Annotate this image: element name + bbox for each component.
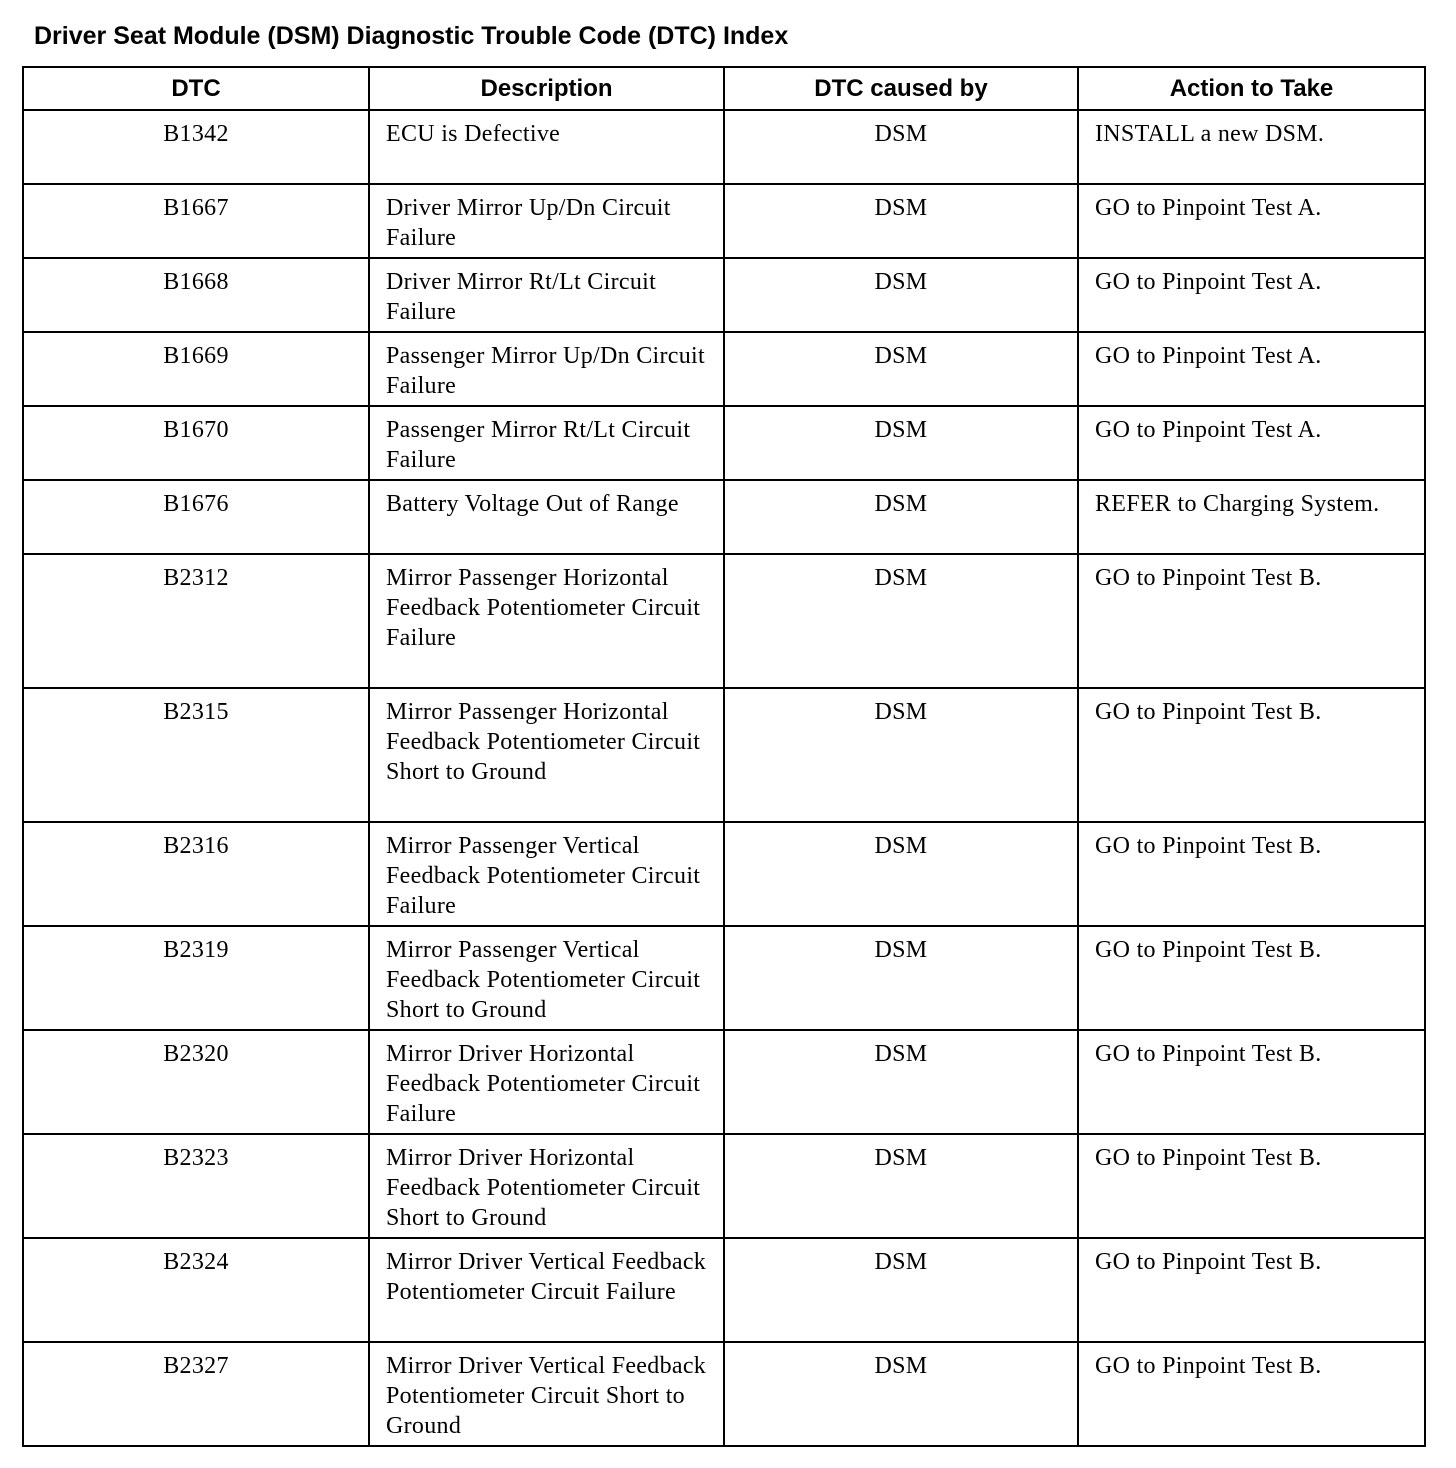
dtc-caused-by: DSM [724, 822, 1078, 926]
dtc-description: Driver Mirror Rt/Lt Circuit Failure [369, 258, 724, 332]
table-row [23, 822, 1425, 926]
dtc-code: B2319 [23, 926, 369, 1030]
dtc-caused-by: DSM [724, 110, 1078, 184]
dtc-action: GO to Pinpoint Test B. [1078, 1030, 1425, 1134]
dtc-code: B2315 [23, 688, 369, 822]
dtc-code: B1668 [23, 258, 369, 332]
dtc-action: REFER to Charging System. [1078, 480, 1425, 554]
dtc-caused-by: DSM [724, 184, 1078, 258]
table-row [23, 110, 1425, 184]
table-row [23, 1134, 1425, 1238]
dtc-description: Passenger Mirror Rt/Lt Circuit Failure [369, 406, 724, 480]
dtc-action: GO to Pinpoint Test A. [1078, 332, 1425, 406]
header-caused-by: DTC caused by [724, 67, 1078, 110]
dtc-code: B1669 [23, 332, 369, 406]
table-row [23, 926, 1425, 1030]
dtc-caused-by: DSM [724, 406, 1078, 480]
table-row [23, 688, 1425, 822]
dtc-action: INSTALL a new DSM. [1078, 110, 1425, 184]
table-row [23, 406, 1425, 480]
dtc-description: Mirror Driver Horizontal Feedback Potentiometer Circuit Short to Ground [369, 1134, 724, 1238]
dtc-code: B2320 [23, 1030, 369, 1134]
dtc-description: Mirror Passenger Vertical Feedback Potentiometer Circuit Short to Ground [369, 926, 724, 1030]
dtc-code: B1670 [23, 406, 369, 480]
dtc-description: Driver Mirror Up/Dn Circuit Failure [369, 184, 724, 258]
dtc-description: Mirror Driver Vertical Feedback Potentiometer Circuit Failure [369, 1238, 724, 1342]
dtc-index-table [22, 66, 1426, 1447]
header-dtc: DTC [23, 67, 369, 110]
dtc-action: GO to Pinpoint Test B. [1078, 1134, 1425, 1238]
dtc-code: B2324 [23, 1238, 369, 1342]
dtc-description: Battery Voltage Out of Range [369, 480, 724, 554]
dtc-code: B1667 [23, 184, 369, 258]
dtc-caused-by: DSM [724, 926, 1078, 1030]
header-action: Action to Take [1078, 67, 1425, 110]
dtc-code: B1676 [23, 480, 369, 554]
dtc-code: B1342 [23, 110, 369, 184]
dtc-caused-by: DSM [724, 688, 1078, 822]
dtc-action: GO to Pinpoint Test A. [1078, 258, 1425, 332]
header-row [23, 67, 1425, 110]
dtc-caused-by: DSM [724, 258, 1078, 332]
dtc-code: B2323 [23, 1134, 369, 1238]
dtc-caused-by: DSM [724, 1342, 1078, 1446]
table-row [23, 332, 1425, 406]
dtc-caused-by: DSM [724, 1030, 1078, 1134]
dtc-description: Passenger Mirror Up/Dn Circuit Failure [369, 332, 724, 406]
table-row [23, 1342, 1425, 1446]
table-row [23, 554, 1425, 688]
table-row [23, 184, 1425, 258]
table-row [23, 1238, 1425, 1342]
dtc-description: Mirror Passenger Vertical Feedback Potentiometer Circuit Failure [369, 822, 724, 926]
page-title: Driver Seat Module (DSM) Diagnostic Trouble Code (DTC) Index [34, 22, 789, 50]
table-row [23, 258, 1425, 332]
dtc-code: B2327 [23, 1342, 369, 1446]
dtc-caused-by: DSM [724, 480, 1078, 554]
dtc-caused-by: DSM [724, 1238, 1078, 1342]
dtc-description: Mirror Driver Horizontal Feedback Potentiometer Circuit Failure [369, 1030, 724, 1134]
dtc-description: ECU is Defective [369, 110, 724, 184]
dtc-caused-by: DSM [724, 1134, 1078, 1238]
dtc-action: GO to Pinpoint Test B. [1078, 1342, 1425, 1446]
dtc-code: B2312 [23, 554, 369, 688]
dtc-description: Mirror Driver Vertical Feedback Potentiometer Circuit Short to Ground [369, 1342, 724, 1446]
table-row [23, 480, 1425, 554]
dtc-action: GO to Pinpoint Test A. [1078, 184, 1425, 258]
dtc-description: Mirror Passenger Horizontal Feedback Potentiometer Circuit Failure [369, 554, 724, 688]
dtc-description: Mirror Passenger Horizontal Feedback Potentiometer Circuit Short to Ground [369, 688, 724, 822]
dtc-caused-by: DSM [724, 332, 1078, 406]
dtc-action: GO to Pinpoint Test B. [1078, 822, 1425, 926]
dtc-action: GO to Pinpoint Test B. [1078, 926, 1425, 1030]
header-description: Description [369, 67, 724, 110]
dtc-action: GO to Pinpoint Test B. [1078, 554, 1425, 688]
dtc-action: GO to Pinpoint Test B. [1078, 688, 1425, 822]
dtc-action: GO to Pinpoint Test A. [1078, 406, 1425, 480]
table-row [23, 1030, 1425, 1134]
dtc-action: GO to Pinpoint Test B. [1078, 1238, 1425, 1342]
dtc-caused-by: DSM [724, 554, 1078, 688]
dtc-code: B2316 [23, 822, 369, 926]
